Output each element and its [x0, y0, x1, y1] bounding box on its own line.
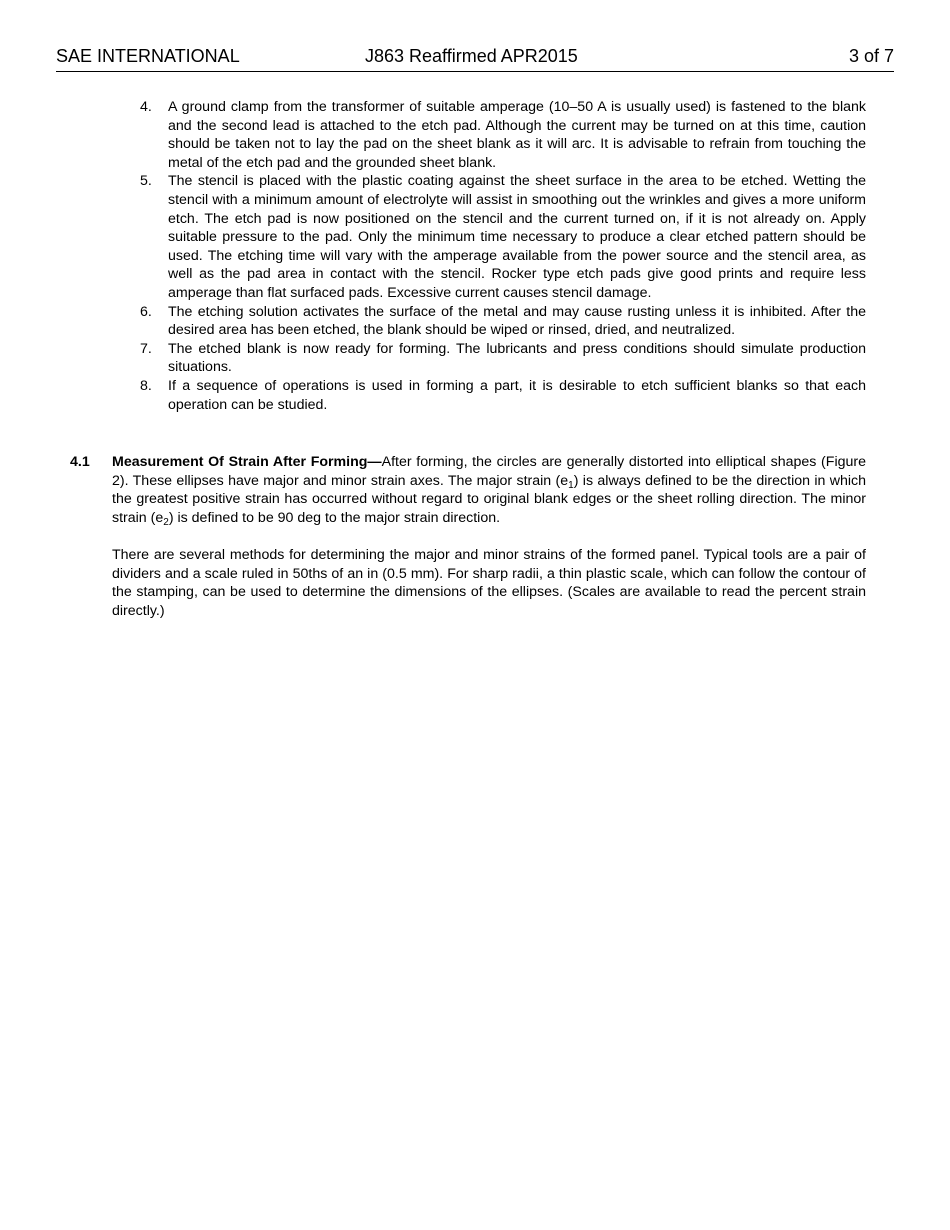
page-number: 3 of 7 [848, 46, 894, 66]
step-number: 8. [140, 377, 152, 394]
section-number: 4.1 [70, 454, 90, 470]
paragraph-text: After forming, the circles are generally distorted into elliptical shapes (Figure 2). These ellipses have major and minor strain axes. The major strain (e [112, 454, 866, 489]
step-text: If a sequence of operations is used in forming a part, it is desirable to etch sufficient blanks so that each operation can be studied. [168, 377, 866, 413]
step-number: 6. [140, 303, 152, 320]
header-rule [56, 71, 894, 72]
step-text: The stencil is placed with the plastic coating against the sheet surface in the area to be etched. Wetting the stencil with a minimum amount of electrolyte will assist in smoothing out the wrinkles and gives a more uniform etch. The etch pad is now positioned on the stencil and the current turned on, if it is not already on. Apply suitable pressure to the pad. Only the minimum time necessary to produce a clear etched pattern should be used. The etching time will vary with the amperage available from the power source and the stencil area, as well as the pad area in contact with the stencil. Rocker type etch pads give good prints and require less amperage than flat surfaced pads. Excessive current causes stencil damage. [168, 173, 866, 301]
procedure-steps [112, 98, 866, 414]
list-item [112, 303, 866, 340]
step-number: 5. [140, 173, 152, 190]
section-body [112, 453, 866, 620]
section-paragraph-2: There are several methods for determining the major and minor strains of the formed panel. Typical tools are a pair of dividers and a scale ruled in 50ths of an in (0.5 mm). For sharp radii, a thin plastic scale, which can follow the contour of the stamping, can be used to determine the dimensions of the ellipses. (Scales are available to read the percent strain directly.) [112, 546, 866, 619]
list-item [112, 98, 866, 172]
step-text: A ground clamp from the transformer of suitable amperage (10–50 A is usually used) is fastened to the blank and the second lead is attached to the etch pad. Although the current may be turned on at this time, caution should be taken not to lay the pad on the sheet blank as it will arc. It is advisable to refrain from touching the metal of the etch pad and the grounded sheet blank. [168, 99, 866, 171]
page-header [56, 44, 894, 70]
subscript: 1 [568, 479, 574, 491]
subscript: 2 [163, 516, 169, 528]
step-number: 7. [140, 340, 152, 357]
list-item [112, 172, 866, 302]
paragraph-text: ) is always defined to be the direction in which the greatest positive strain has occurred without regard to original blank edges or the sheet rolling direction. The minor strain (e [112, 472, 867, 526]
step-number: 4. [140, 99, 152, 115]
list-item [112, 340, 866, 377]
step-text: The etching solution activates the surface of the metal and may cause rusting unless it is inhibited. After the desired area has been etched, the blank should be wiped or rinsed, dried, and neutralized. [168, 303, 866, 339]
organization-name: SAE INTERNATIONAL [56, 46, 240, 66]
list-item [112, 377, 866, 414]
document-id: J863 Reaffirmed APR2015 [365, 46, 578, 66]
section-paragraph-1 [112, 453, 866, 527]
paragraph-text: ) is defined to be 90 deg to the major strain direction. [168, 509, 501, 526]
section-heading: Measurement Of Strain After Forming— [112, 454, 382, 470]
section-4-1 [70, 453, 866, 639]
step-text: The etched blank is now ready for forming. The lubricants and press conditions should simulate production situations. [168, 340, 866, 376]
